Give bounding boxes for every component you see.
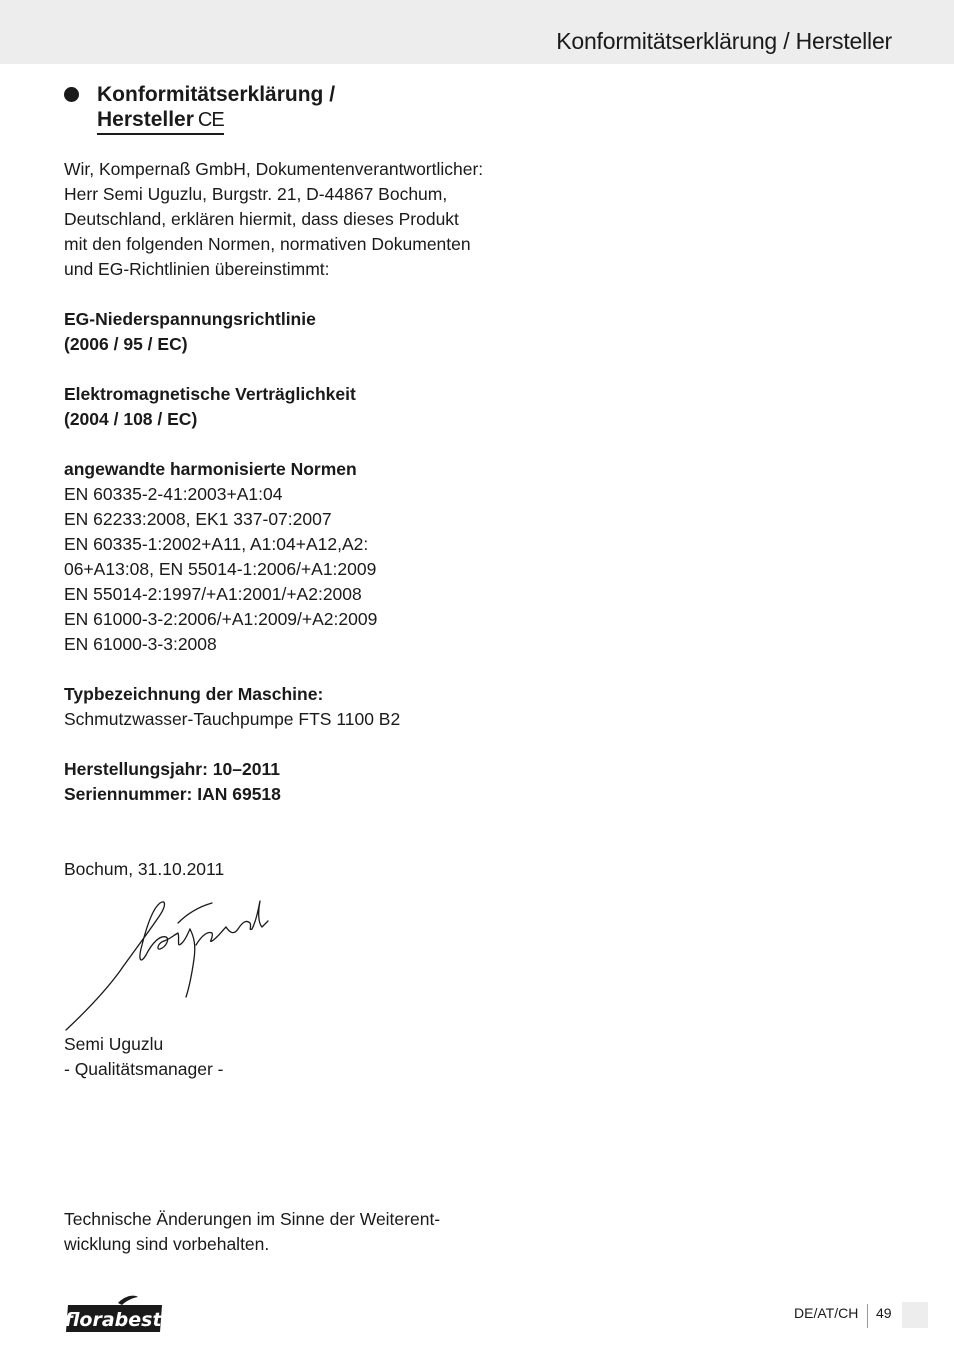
signer-name: Semi Uguzlu: [64, 1034, 164, 1054]
norms-block: [64, 457, 484, 657]
machine-block: [64, 682, 484, 732]
serial-number: Seriennummer: IAN 69518: [64, 784, 281, 804]
footer-tab-box: [902, 1302, 928, 1328]
section-title: [97, 82, 437, 135]
footer-separator: [867, 1304, 868, 1328]
norm-item: EN 60335-1:2002+A11, A1:04+A12,A2:: [64, 534, 369, 554]
low-voltage-directive: [64, 307, 484, 357]
section-title-line2: Hersteller: [97, 108, 194, 131]
directive-line: EG-Niederspannungsrichtlinie: [64, 309, 316, 329]
signer-role: - Qualitätsmanager -: [64, 1059, 224, 1079]
intro-paragraph: [64, 157, 484, 282]
norm-item: EN 62233:2008, EK1 337-07:2007: [64, 509, 332, 529]
directive-line: (2004 / 108 / EC): [64, 409, 198, 429]
norm-item: 06+A13:08, EN 55014-1:2006/+A1:2009: [64, 559, 377, 579]
logo-text: florabest: [64, 1309, 162, 1331]
section-bullet: [64, 87, 79, 102]
place-date: Bochum, 31.10.2011: [64, 859, 225, 879]
florabest-logo: [64, 1294, 164, 1334]
directive-line: (2006 / 95 / EC): [64, 334, 188, 354]
norm-item: EN 61000-3-2:2006/+A1:2009/+A2:2009: [64, 609, 378, 629]
section-title-line1: Konformitätserklärung /: [97, 83, 336, 106]
directive-line: Elektromagnetische Verträglichkeit: [64, 384, 356, 404]
ce-mark-icon: CE: [197, 109, 224, 131]
signer-block: [64, 1032, 484, 1082]
machine-value: Schmutzwasser-Tauchpumpe FTS 1100 B2: [64, 709, 401, 729]
norms-heading: angewandte harmonisierte Normen: [64, 459, 357, 479]
notice-line: Technische Änderungen im Sinne der Weiterent-: [64, 1209, 441, 1229]
intro-line: mit den folgenden Normen, normativen Dokumenten: [64, 234, 471, 254]
production-year: Herstellungsjahr: 10–2011: [64, 759, 280, 779]
intro-line: und EG-Richtlinien übereinstimmt:: [64, 259, 330, 279]
signature-image: [62, 893, 272, 1033]
intro-line: Deutschland, erklären hiermit, dass dieses Produkt: [64, 209, 459, 229]
intro-line: Herr Semi Uguzlu, Burgstr. 21, D-44867 Bochum,: [64, 184, 448, 204]
norm-item: EN 55014-2:1997/+A1:2001/+A2:2008: [64, 584, 362, 604]
machine-heading: Typbezeichnung der Maschine:: [64, 684, 324, 704]
page-header-title: Konformitätserklärung / Hersteller: [556, 28, 892, 54]
footer-country: DE/AT/CH: [794, 1305, 859, 1321]
intro-line: Wir, Kompernaß GmbH, Dokumentenverantwortlicher:: [64, 159, 484, 179]
emc-directive: [64, 382, 484, 432]
notice-line: wicklung sind vorbehalten.: [64, 1234, 270, 1254]
technical-notice: [64, 1207, 484, 1257]
page-number: 49: [876, 1305, 892, 1321]
section-title-line2-wrap: [97, 107, 224, 135]
production-block: [64, 757, 484, 807]
norm-item: EN 60335-2-41:2003+A1:04: [64, 484, 283, 504]
norm-item: EN 61000-3-3:2008: [64, 634, 217, 654]
